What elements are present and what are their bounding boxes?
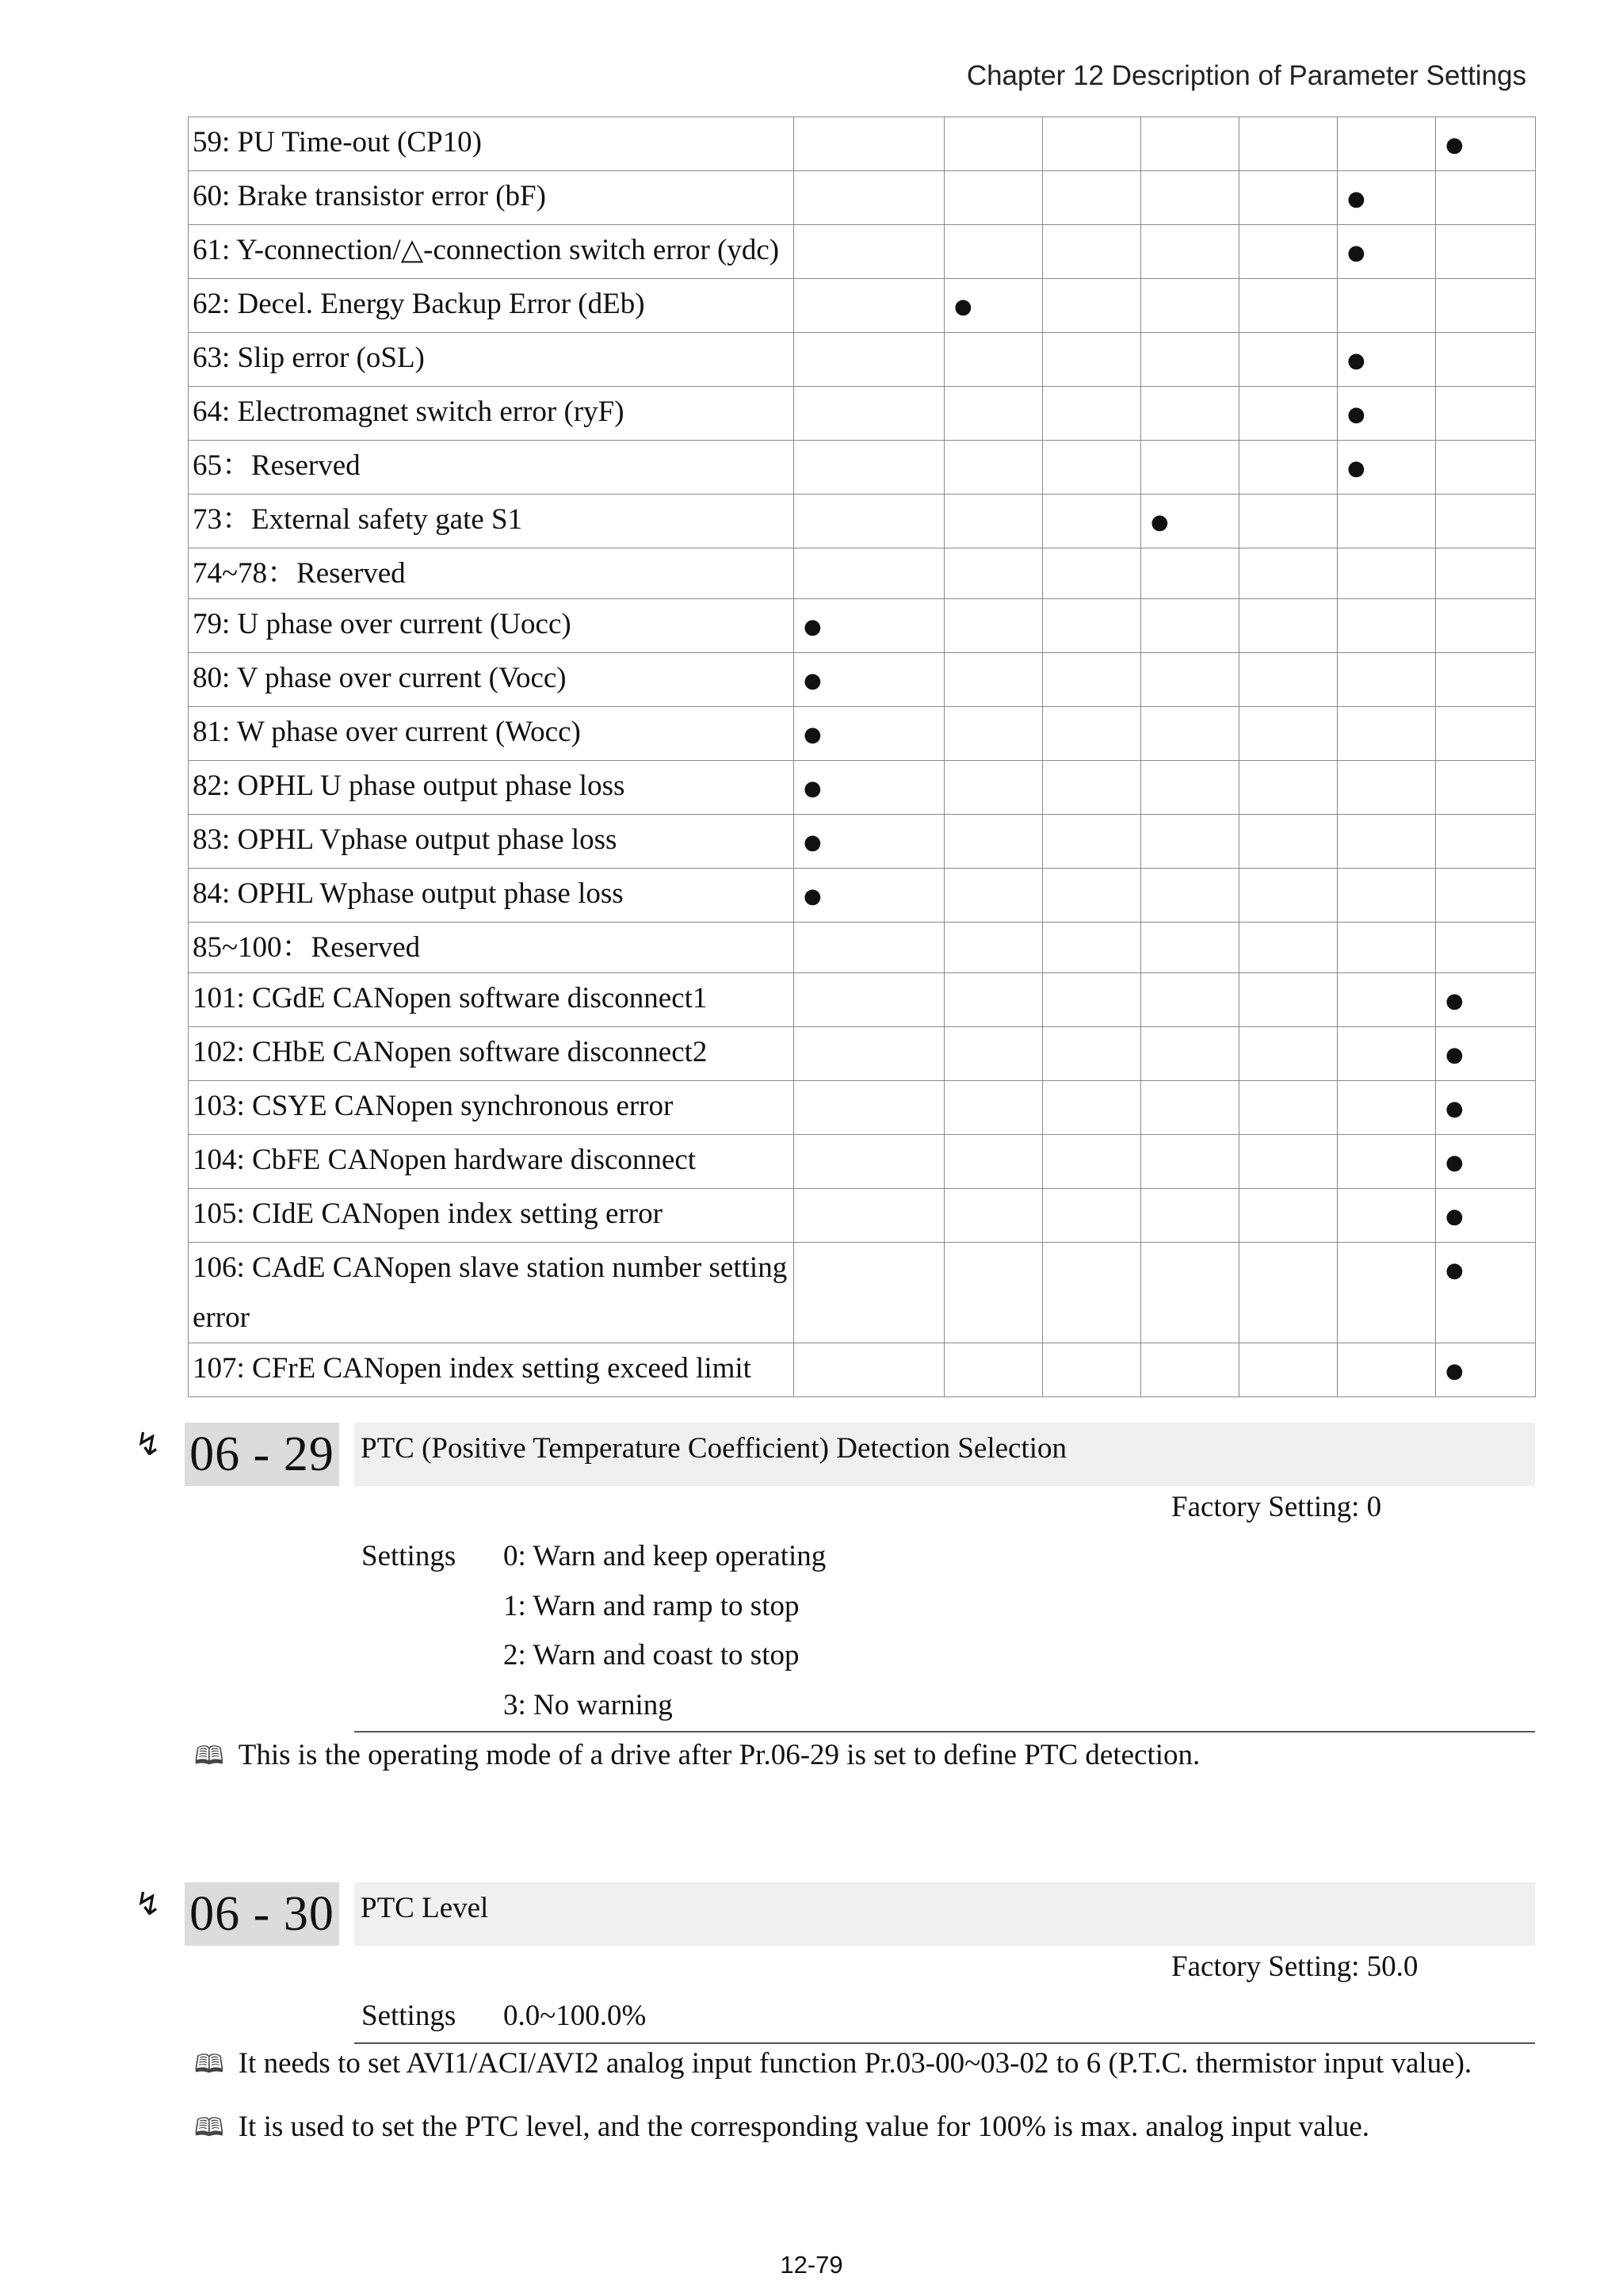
fault-description: 62: Decel. Energy Backup Error (dEb) <box>189 279 794 333</box>
fault-description: 107: CFrE CANopen index setting exceed limit <box>189 1343 794 1397</box>
mark-cell <box>945 225 1043 279</box>
mark-cell <box>1043 495 1141 548</box>
mark-cell <box>1141 117 1239 171</box>
bullet-mark: ● <box>1347 187 1365 211</box>
mark-cell <box>1141 973 1239 1027</box>
settings-label: Settings <box>361 1540 456 1572</box>
mark-cell <box>945 1343 1043 1397</box>
mark-cell <box>1043 761 1141 815</box>
mark-cell <box>1436 548 1536 599</box>
table-row <box>189 1135 1536 1189</box>
mark-cell <box>1436 923 1536 973</box>
fault-description: 81: W phase over current (Wocc) <box>189 707 794 761</box>
mark-cell <box>1338 1027 1436 1081</box>
mark-cell <box>1338 225 1436 279</box>
mark-cell <box>1239 1343 1338 1397</box>
mark-cell <box>1141 495 1239 548</box>
note-text: It is used to set the PTC level, and the corresponding value for 100% is max. analog input value. <box>238 2111 1369 2143</box>
mark-cell <box>1141 1189 1239 1243</box>
mark-cell <box>794 1081 945 1135</box>
fault-description: 61: Y-connection/△-connection switch error (ydc) <box>189 225 794 279</box>
mark-cell <box>1239 495 1338 548</box>
mark-cell <box>794 599 945 653</box>
table-row <box>189 1027 1536 1081</box>
bullet-mark: ● <box>1347 241 1365 265</box>
bullet-mark: ● <box>804 777 822 800</box>
bullet-mark: ● <box>804 884 822 908</box>
mark-cell <box>1239 117 1338 171</box>
fault-description: 84: OPHL Wphase output phase loss <box>189 869 794 923</box>
fault-description: 60: Brake transistor error (bF) <box>189 171 794 225</box>
mark-cell <box>1043 1027 1141 1081</box>
mark-cell <box>1141 548 1239 599</box>
mark-cell <box>1436 869 1536 923</box>
mark-cell <box>1043 1343 1141 1397</box>
mark-cell <box>945 333 1043 387</box>
fault-description: 102: CHbE CANopen software disconnect2 <box>189 1027 794 1081</box>
mark-cell <box>1141 171 1239 225</box>
mark-cell <box>1141 279 1239 333</box>
bullet-mark: ● <box>1445 1259 1464 1282</box>
mark-cell <box>1436 279 1536 333</box>
mark-cell <box>945 707 1043 761</box>
mark-cell <box>794 1189 945 1243</box>
mark-cell <box>794 117 945 171</box>
mark-cell <box>1436 387 1536 441</box>
mark-cell <box>1043 923 1141 973</box>
param-title: PTC Level <box>354 1882 1535 1946</box>
mark-cell <box>945 279 1043 333</box>
fault-description: 105: CIdE CANopen index setting error <box>189 1189 794 1243</box>
bullet-mark: ● <box>1347 349 1365 372</box>
table-row <box>189 815 1536 869</box>
table-row <box>189 1081 1536 1135</box>
fault-description: 74~78：Reserved <box>189 548 794 599</box>
mark-cell <box>1043 973 1141 1027</box>
fault-description: 83: OPHL Vphase output phase loss <box>189 815 794 869</box>
mark-cell <box>1436 495 1536 548</box>
divider <box>354 2042 1535 2044</box>
mark-cell <box>1141 387 1239 441</box>
mark-cell <box>945 117 1043 171</box>
settings-label: Settings <box>361 2000 456 2032</box>
mark-cell <box>1141 761 1239 815</box>
book-icon: 🕮 <box>194 2112 224 2142</box>
mark-cell <box>1338 869 1436 923</box>
param-code: 06 - 30 <box>185 1882 339 1946</box>
fault-description: 73：External safety gate S1 <box>189 495 794 548</box>
mark-cell <box>945 923 1043 973</box>
book-icon: 🕮 <box>194 1740 224 1771</box>
mark-cell <box>1338 599 1436 653</box>
mark-cell <box>945 495 1043 548</box>
table-row <box>189 1189 1536 1243</box>
mark-cell <box>1338 495 1436 548</box>
bullet-mark: ● <box>954 295 972 319</box>
mark-cell <box>1338 441 1436 495</box>
mark-cell <box>945 1027 1043 1081</box>
table-row <box>189 548 1536 599</box>
mark-cell <box>1141 1027 1239 1081</box>
mark-cell <box>1043 1189 1141 1243</box>
mark-cell <box>1043 333 1141 387</box>
mark-cell <box>1239 333 1338 387</box>
mark-cell <box>945 599 1043 653</box>
mark-cell <box>1436 815 1536 869</box>
table-row <box>189 1343 1536 1397</box>
mark-cell <box>1043 815 1141 869</box>
table-row <box>189 495 1536 548</box>
mark-cell <box>1436 599 1536 653</box>
mark-cell <box>1338 1081 1436 1135</box>
mark-cell <box>1239 387 1338 441</box>
mark-cell <box>1239 1027 1338 1081</box>
table-row <box>189 225 1536 279</box>
mark-cell <box>945 653 1043 707</box>
mark-cell <box>794 761 945 815</box>
note <box>194 2046 1472 2089</box>
mark-cell <box>1436 707 1536 761</box>
table-row <box>189 869 1536 923</box>
mark-cell <box>794 387 945 441</box>
mark-cell <box>1141 333 1239 387</box>
mark-cell <box>1043 599 1141 653</box>
mark-cell <box>794 869 945 923</box>
mark-cell <box>1436 117 1536 171</box>
fault-description: 104: CbFE CANopen hardware disconnect <box>189 1135 794 1189</box>
mark-cell <box>794 973 945 1027</box>
mark-cell <box>1436 1343 1536 1397</box>
mark-cell <box>1239 653 1338 707</box>
mark-cell <box>1436 225 1536 279</box>
mark-cell <box>1239 1243 1338 1343</box>
page-number: 12-79 <box>780 2251 843 2279</box>
note <box>194 2110 1369 2153</box>
fault-table <box>188 117 1536 1397</box>
mark-cell <box>1043 1243 1141 1343</box>
mark-cell <box>794 171 945 225</box>
setting-option: 0.0~100.0% <box>503 2000 647 2032</box>
param-code: 06 - 29 <box>185 1423 339 1486</box>
mark-cell <box>1043 441 1141 495</box>
mark-cell <box>1141 441 1239 495</box>
mark-cell <box>1043 1135 1141 1189</box>
mark-cell <box>1043 225 1141 279</box>
bullet-mark: ● <box>1445 1205 1464 1228</box>
mark-cell <box>794 707 945 761</box>
bullet-mark: ● <box>1445 1043 1464 1067</box>
fault-description: 103: CSYE CANopen synchronous error <box>189 1081 794 1135</box>
mark-cell <box>945 973 1043 1027</box>
fault-description: 80: V phase over current (Vocc) <box>189 653 794 707</box>
param-title: PTC (Positive Temperature Coefficient) Detection Selection <box>354 1423 1535 1486</box>
mark-cell <box>794 1135 945 1189</box>
note-text: This is the operating mode of a drive after Pr.06-29 is set to define PTC detection. <box>238 1739 1201 1771</box>
mark-cell <box>794 225 945 279</box>
mark-cell <box>945 1135 1043 1189</box>
mark-cell <box>1436 653 1536 707</box>
mark-cell <box>945 441 1043 495</box>
lightning-icon: ↯ <box>135 1886 162 1923</box>
mark-cell <box>1436 761 1536 815</box>
mark-cell <box>1239 1189 1338 1243</box>
mark-cell <box>945 1243 1043 1343</box>
bullet-mark: ● <box>1347 457 1365 480</box>
mark-cell <box>1338 923 1436 973</box>
mark-cell <box>1141 815 1239 869</box>
mark-cell <box>1043 171 1141 225</box>
mark-cell <box>1436 171 1536 225</box>
mark-cell <box>1043 387 1141 441</box>
mark-cell <box>945 815 1043 869</box>
table-row <box>189 1243 1536 1343</box>
fault-description: 85~100：Reserved <box>189 923 794 973</box>
mark-cell <box>794 923 945 973</box>
mark-cell <box>1141 707 1239 761</box>
fault-description: 59: PU Time-out (CP10) <box>189 117 794 171</box>
mark-cell <box>794 1343 945 1397</box>
mark-cell <box>1436 1027 1536 1081</box>
mark-cell <box>794 1027 945 1081</box>
table-row <box>189 923 1536 973</box>
mark-cell <box>1436 1243 1536 1343</box>
fault-description: 79: U phase over current (Uocc) <box>189 599 794 653</box>
bullet-mark: ● <box>1347 403 1365 426</box>
mark-cell <box>1338 1243 1436 1343</box>
mark-cell <box>1239 1135 1338 1189</box>
bullet-mark: ● <box>804 669 822 693</box>
mark-cell <box>1141 599 1239 653</box>
bullet-mark: ● <box>1445 989 1464 1013</box>
table-row <box>189 333 1536 387</box>
mark-cell <box>1239 599 1338 653</box>
mark-cell <box>794 653 945 707</box>
table-row <box>189 117 1536 171</box>
mark-cell <box>794 495 945 548</box>
mark-cell <box>1436 441 1536 495</box>
note <box>194 1738 1200 1781</box>
mark-cell <box>1043 869 1141 923</box>
mark-cell <box>794 279 945 333</box>
mark-cell <box>1141 923 1239 973</box>
mark-cell <box>1043 548 1141 599</box>
mark-cell <box>1338 815 1436 869</box>
mark-cell <box>1338 761 1436 815</box>
mark-cell <box>1338 117 1436 171</box>
table-row <box>189 387 1536 441</box>
mark-cell <box>1338 973 1436 1027</box>
mark-cell <box>1141 1343 1239 1397</box>
mark-cell <box>1043 653 1141 707</box>
mark-cell <box>1239 761 1338 815</box>
mark-cell <box>1239 923 1338 973</box>
mark-cell <box>1239 279 1338 333</box>
mark-cell <box>1338 171 1436 225</box>
setting-option: 3: No warning <box>503 1689 673 1721</box>
mark-cell <box>945 1081 1043 1135</box>
mark-cell <box>1436 1189 1536 1243</box>
mark-cell <box>1338 1189 1436 1243</box>
mark-cell <box>1043 117 1141 171</box>
setting-option: 2: Warn and coast to stop <box>503 1639 800 1671</box>
setting-option: 1: Warn and ramp to stop <box>503 1590 800 1622</box>
table-row <box>189 279 1536 333</box>
bullet-mark: ● <box>1151 510 1169 534</box>
mark-cell <box>1436 333 1536 387</box>
mark-cell <box>1338 1135 1436 1189</box>
mark-cell <box>945 869 1043 923</box>
mark-cell <box>1141 1135 1239 1189</box>
fault-description: 106: CAdE CANopen slave station number setting error <box>189 1243 794 1343</box>
mark-cell <box>1239 1081 1338 1135</box>
mark-cell <box>945 171 1043 225</box>
mark-cell <box>1338 1343 1436 1397</box>
mark-cell <box>1338 279 1436 333</box>
mark-cell <box>1239 441 1338 495</box>
mark-cell <box>1043 707 1141 761</box>
lightning-icon: ↯ <box>135 1427 162 1463</box>
mark-cell <box>1436 1135 1536 1189</box>
fault-description: 82: OPHL U phase output phase loss <box>189 761 794 815</box>
note-text: It needs to set AVI1/ACI/AVI2 analog input function Pr.03-00~03-02 to 6 (P.T.C. thermistor input value). <box>238 2047 1472 2080</box>
setting-option: 0: Warn and keep operating <box>503 1540 827 1572</box>
mark-cell <box>945 387 1043 441</box>
table-row <box>189 441 1536 495</box>
bullet-mark: ● <box>804 615 822 639</box>
mark-cell <box>1338 707 1436 761</box>
mark-cell <box>1436 1081 1536 1135</box>
table-row <box>189 761 1536 815</box>
mark-cell <box>1239 869 1338 923</box>
bullet-mark: ● <box>804 723 822 747</box>
fault-description: 65：Reserved <box>189 441 794 495</box>
mark-cell <box>1239 225 1338 279</box>
mark-cell <box>1338 387 1436 441</box>
mark-cell <box>945 761 1043 815</box>
factory-setting: Factory Setting: 0 <box>1171 1491 1382 1523</box>
mark-cell <box>1338 333 1436 387</box>
mark-cell <box>1338 548 1436 599</box>
mark-cell <box>794 441 945 495</box>
book-icon: 🕮 <box>194 2049 224 2079</box>
mark-cell <box>1239 815 1338 869</box>
mark-cell <box>1239 548 1338 599</box>
mark-cell <box>1141 869 1239 923</box>
fault-description: 64: Electromagnet switch error (ryF) <box>189 387 794 441</box>
fault-description: 63: Slip error (oSL) <box>189 333 794 387</box>
mark-cell <box>1338 653 1436 707</box>
mark-cell <box>1141 225 1239 279</box>
bullet-mark: ● <box>1445 1097 1464 1121</box>
mark-cell <box>794 815 945 869</box>
bullet-mark: ● <box>1445 1359 1464 1383</box>
mark-cell <box>945 1189 1043 1243</box>
mark-cell <box>794 1243 945 1343</box>
table-row <box>189 973 1536 1027</box>
bullet-mark: ● <box>804 831 822 854</box>
table-row <box>189 171 1536 225</box>
mark-cell <box>1239 707 1338 761</box>
fault-description: 101: CGdE CANopen software disconnect1 <box>189 973 794 1027</box>
factory-setting: Factory Setting: 50.0 <box>1171 1950 1419 1983</box>
mark-cell <box>1043 279 1141 333</box>
mark-cell <box>1436 973 1536 1027</box>
page-header: Chapter 12 Description of Parameter Settings <box>966 60 1526 91</box>
bullet-mark: ● <box>1445 133 1464 157</box>
mark-cell <box>794 333 945 387</box>
table-row <box>189 707 1536 761</box>
mark-cell <box>794 548 945 599</box>
mark-cell <box>1141 1243 1239 1343</box>
divider <box>354 1731 1535 1733</box>
mark-cell <box>1239 973 1338 1027</box>
mark-cell <box>945 548 1043 599</box>
mark-cell <box>1043 1081 1141 1135</box>
mark-cell <box>1141 1081 1239 1135</box>
mark-cell <box>1239 171 1338 225</box>
table-row <box>189 599 1536 653</box>
table-row <box>189 653 1536 707</box>
bullet-mark: ● <box>1445 1151 1464 1175</box>
mark-cell <box>1141 653 1239 707</box>
